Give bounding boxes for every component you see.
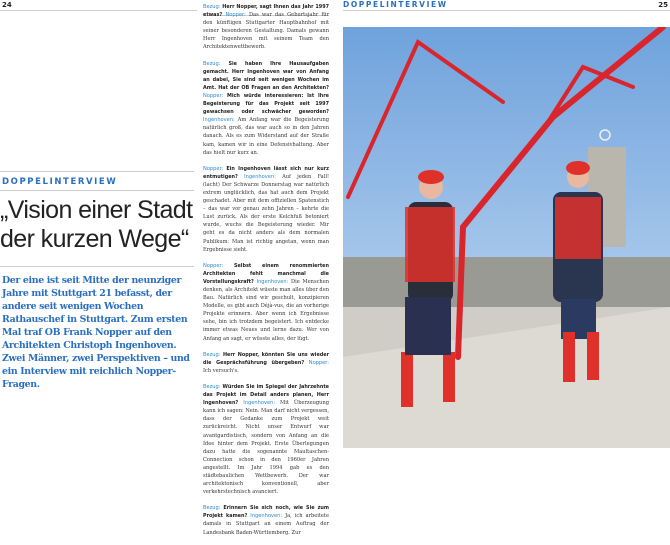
speaker-label: Bezug: [203, 505, 221, 512]
answer-text: Auf jeden Fall! (lacht) Der Schwarze Donnerstag war natürlich extrem unglücklich, das hat auch dem Projekt geschadet. Aber mit dem offiziellen Spatenstich – das war vor genau zehn Jahren – kehrte die Lust zurück. Als der erste Kelchfuß betoniert wurde, wuchs die Begeisterung wieder. Mir geht es da nicht anders als dem normalen Publikum: Man ist richtig angetan, wenn man Ergebnisse sieht. [203, 173, 330, 253]
speaker-label: Nopper: [225, 12, 246, 19]
speaker-label: Nopper: [203, 165, 224, 172]
answer-text: Die Menschen denken, als Architekt wüsste man alles über den Bau. Natürlich sind wir geschult, konzipieren Modelle, es gibt auch Déjà-vus, die an vorherige Projekte erinnern. Aber wenn ich Ergebnisse sehe, bin ich trotzdem begeistert. Ich entdecke immer etwas Neues und lerne dazu. Wer von Anfang an sagt, er wüsste alles, der lügt. [203, 278, 330, 342]
divider [343, 10, 670, 11]
question-text: Sie haben Ihre Hausaufgaben gemacht. Herr Ingenhoven war von Anfang an dabei, Sie sind seit wenigen Wochen im Amt. Hat der OB Fragen an den Architekten? [203, 60, 330, 91]
page-number-right: 25 [658, 1, 668, 9]
interview-paragraph [203, 3, 329, 52]
article-title [0, 196, 200, 254]
question-text: Herr Nopper, sagt Ihnen das Jahr 1997 etwas? [203, 4, 329, 19]
divider [0, 266, 194, 267]
question-text: Herr Nopper, könnten Sie uns wieder die Gesprächsführung übergeben? [203, 351, 330, 366]
interview-paragraph [203, 504, 329, 536]
title-line: der kurzen Wege“ [0, 225, 189, 253]
answer-text: Mit Überzeugung kann ich sagen: Nein. Man darf nicht vergessen, dass der Gedanke zum Projekt weit zurückreicht. Nicht unser Entwurf war avantgardistisch, sondern von Anfang an die Idee hinter dem Projekt. Erste Überlegungen dazu hatte die sogenannte Maultaschen-Connection schon in den 1960er Jahren angestellt. Im Jahr 1994 gab es den städtebaulichen Wettbewerb. Der war architektonisch konventionell, aber verkehrstechnisch avanciert. [203, 400, 329, 496]
interview-paragraph [203, 165, 329, 254]
title-line: „Vision einer Stadt [0, 196, 193, 224]
speaker-label: Bezug: [203, 351, 221, 358]
kicker-right: DOPPELINTERVIEW [343, 0, 448, 9]
kicker-left: DOPPELINTERVIEW [2, 177, 118, 187]
question-text: Würden Sie im Spiegel der Jahrzehnte das Projekt im Detail anders planen, Herr Ingenhoven? [203, 383, 329, 407]
speaker-label: Ingenhoven: [256, 278, 289, 285]
speaker-label: Nopper: [203, 262, 224, 269]
interview-paragraph [203, 383, 329, 496]
page-number-left: 24 [2, 1, 12, 9]
speaker-label: Bezug: [203, 383, 221, 390]
speaker-label: Ingenhoven: [203, 117, 235, 124]
speaker-label: Ingenhoven: [244, 173, 276, 180]
interview-column [203, 3, 329, 545]
divider [0, 10, 197, 11]
question-text: Erinnern Sie sich noch, wie Sie zum Projekt kamen? [203, 505, 329, 520]
question-text: Selbst einem renommierten Architekten fehlt manchmal die Vorstellungskraft? [203, 262, 329, 285]
question-text: Mich würde interessieren: Ist Ihre Begeisterung für das Projekt seit 1997 gewachsen oder schwächer geworden? [203, 92, 329, 116]
speaker-label: Nopper: [203, 92, 224, 99]
speaker-label: Nopper: [308, 359, 330, 366]
lead-paragraph: Der eine ist seit Mitte der neunziger Jahre mit Stuttgart 21 befasst, der andere seit wenigen Wochen Rathauschef in Stuttgart. Zum ersten Mal traf OB Frank Nopper auf den Architekten Christoph Ingenhoven. Zwei Männer, zwei Perspektiven – und ein Interview mit reichlich Nopper-Fragen. [2, 275, 190, 390]
speaker-label: Ingenhoven: [243, 400, 276, 407]
answer-text: Ja, ich arbeitete damals in Stuttgart an einem Auftrag der Landesbank Baden-Württemberg. Zur [203, 513, 329, 536]
question-text: Ein Ingenhoven lässt sich nur kurz entmutigen? [203, 165, 329, 180]
photo-construction-site [343, 27, 670, 448]
interview-paragraph [203, 351, 329, 375]
answer-text: Ich versuch's. [203, 367, 239, 374]
interview-paragraph [203, 262, 329, 343]
speaker-label: Ingenhoven: [250, 513, 283, 520]
answer-text: Am Anfang war die Begeisterung natürlich groß, das war auch so in den Jahren danach. Als es zum Widerstand auf der Straße kam, kamen wir in eine Defensivhaltung. Aber das hielt nur kurz an. [203, 117, 329, 156]
divider [0, 190, 194, 191]
speaker-label: Bezug: [203, 60, 221, 67]
answer-text: Das war das Geburtsjahr für den künftigen Stuttgarter Hauptbahnhof mit seiner besonderen Gestaltung. Damals gewann Herr Ingenhoven mit seinem Team den Architektenwettbewerb. [203, 12, 329, 51]
divider [0, 171, 194, 172]
interview-paragraph [203, 60, 329, 157]
photo-illustration [343, 27, 670, 448]
speaker-label: Bezug: [203, 4, 221, 10]
